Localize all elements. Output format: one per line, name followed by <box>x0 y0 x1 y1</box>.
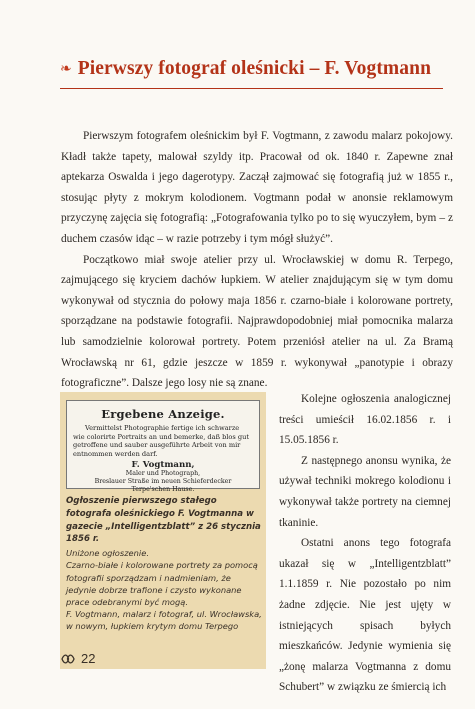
right-column-text <box>279 389 451 698</box>
caption-title: Ogłoszenie pierwszego stałego fotografa oleśnickiego F. Vogtmanna w gazecie „Intelligentzblatt” z 26 stycznia 1856 r. <box>66 496 261 545</box>
page-title: Pierwszy fotograf oleśnicki – F. Vogtmann <box>77 58 432 79</box>
paragraph: Pierwszym fotografem oleśnickim był F. Vogtmann, z zawodu malarz pokojowy. Kładł także tapety, malował szyldy itp. Pracował od ok. 1840 r. Zapewne znał aptekarza Oswalda i jego dagerotypy. Zaczął zajmować się fotografią już w 1855 r., stosując płyty z mokrym kolodionem. Vogtmann podał w anonsie reklamowym przyczynę zajęcia się fotografią: „Fotografowania tylko po to się wyuczyłem, bym – z duchem czasów idąc – w razie potrzeby i tym mógł służyć”. <box>61 130 453 245</box>
figure-caption <box>66 495 262 633</box>
main-text <box>61 126 453 394</box>
clipping-signature: F. Vogtmann, <box>131 460 195 471</box>
clipping-line: Vermittelst Photographie fertige ich schwarze <box>85 424 240 432</box>
heading-rule <box>60 88 443 89</box>
paragraph: Kolejne ogłoszenia analogicznej treści umieścił 16.02.1856 r. i 15.05.1856 r. <box>279 393 451 447</box>
clipping-profession: Maler und Photograph, <box>125 470 201 478</box>
page-number: 22 <box>81 651 96 666</box>
clipping-line: wie colorirte Portraits an und bemerke, daß blos gut <box>73 432 249 441</box>
ornament-icon: ❧ <box>60 61 72 77</box>
paragraph: Początkowo miał swoje atelier przy ul. Wrocławskiej w domu R. Terpego, zajmującego się kryciem dachów łupkiem. W atelier znajdującym się w tym domu wykonywał od stycznia do połowy maja 1856 r. czarno-białe i kolorowane portrety, sporządzane na podstawie fotografii. Najprawdopodobniej miał pomocnika malarza lub samodzielnie kolorował portrety. Potem przeniósł atelier na ul. Za Bramą Wrocławską nr 61, gdzie jeszcze w 1859 r. wykonywał „panotypie i obrazy fotograficzne”. Dalsze jego losy nie są znane. <box>61 253 453 390</box>
clipping-title: Ergebene Anzeige. <box>101 407 225 421</box>
page-footer <box>61 651 95 666</box>
caption-line: F. Vogtmann, malarz i fotograf, ul. Wrocławska, w nowym, łupkiem krytym domu Terpego <box>66 609 262 632</box>
caption-line: Uniżone ogłoszenie. <box>66 548 149 559</box>
clipping-line: getroffene und sauber ausgeführte Arbeit von mir <box>73 441 241 450</box>
clipping-address: Breslauer Straße im neuen Schieferdecker <box>94 478 232 486</box>
paragraph: Z następnego anonsu wynika, że używał techniki mokrego kolodionu i wykonywał także portrety na ciemnej tkaninie. <box>279 454 451 529</box>
caption-line: Czarno-białe i kolorowane portrety za pomocą fotografii sporządzam i nadmieniam, że jedynie dobrze trafione i czysto wykonane prace odebranymi być mogą. <box>66 560 258 607</box>
clipping-line: entnommen werden darf. <box>73 449 158 458</box>
newspaper-clipping <box>66 400 260 494</box>
paragraph: Ostatni anons tego fotografa ukazał się w „Intelligentzblatt” 1.1.1859 r. Nie pozostało po nim żadne zdjęcie. Nie jest ujęty w istniejących spisach byłych mieszkańców. Jedynie wymienia się „żonę malarza Vogtmanna z domu Schubert” w związku ze śmiercią ich <box>279 537 451 694</box>
ornament-icon <box>61 653 75 665</box>
clipping-address: Terpe'schen Hause. <box>131 486 195 494</box>
section-heading <box>60 58 440 80</box>
